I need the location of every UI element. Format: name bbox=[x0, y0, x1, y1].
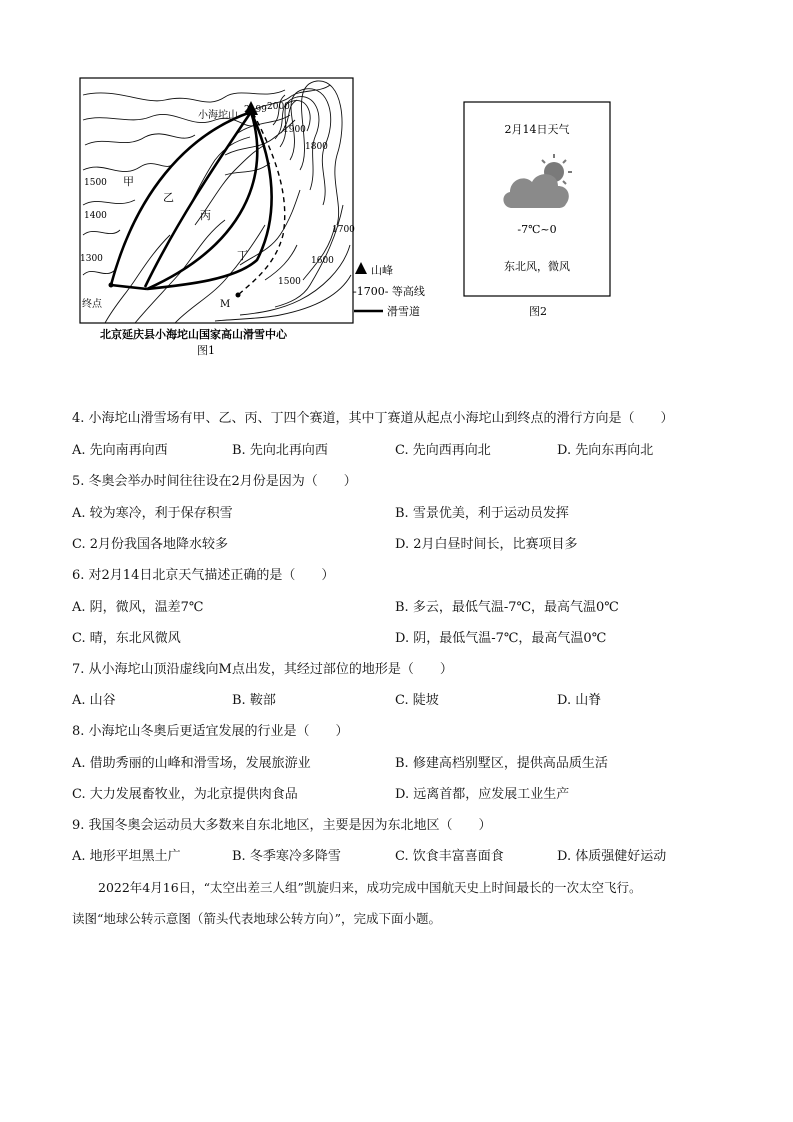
question-4-stem: 4. 小海坨山滑雪场有甲、乙、丙、丁四个赛道，其中丁赛道从起点小海坨山到终点的滑行方向是（ ） bbox=[72, 411, 674, 426]
legend-peak-label: 山峰 bbox=[371, 264, 393, 277]
contour-line bbox=[303, 225, 335, 280]
contour-label-1800: 1800 bbox=[305, 142, 328, 152]
route-label-yi: 乙 bbox=[163, 191, 174, 204]
question-8-option-b[interactable]: B. 修建高档别墅区，提供高品质生活 bbox=[395, 756, 608, 771]
figure-1-contour-map bbox=[75, 75, 455, 375]
question-4-option-c[interactable]: C. 先向西再向北 bbox=[395, 443, 491, 458]
passage-line-2: 读图“地球公转示意图（箭头代表地球公转方向）”，完成下面小题。 bbox=[72, 911, 442, 926]
question-5-stem: 5. 冬奥会举办时间往往设在2月份是因为（ ） bbox=[72, 474, 357, 489]
route-label-ding: 丁 bbox=[237, 249, 248, 262]
question-6-stem: 6. 对2月14日北京天气描述正确的是（ ） bbox=[72, 568, 335, 583]
figure-2-number: 图2 bbox=[529, 305, 547, 318]
question-4-option-a[interactable]: A. 先向南再向西 bbox=[72, 443, 168, 458]
contour-line bbox=[300, 81, 342, 225]
legend-peak-icon bbox=[355, 262, 367, 274]
question-9-stem: 9. 我国冬奥会运动员大多数来自东北地区，主要是因为东北地区（ ） bbox=[72, 818, 492, 833]
question-9-option-d[interactable]: D. 体质强健好运动 bbox=[557, 849, 667, 864]
contour-label-1600: 1600 bbox=[311, 256, 334, 266]
legend-contour-label: -1700- 等高线 bbox=[353, 285, 425, 298]
weather-wind: 东北风，微风 bbox=[504, 260, 570, 273]
question-6-option-c[interactable]: C. 晴，东北风微风 bbox=[72, 631, 181, 646]
contour-label-1300: 1300 bbox=[80, 254, 103, 264]
contour-label-1700: 1700 bbox=[332, 225, 355, 235]
question-6-option-b[interactable]: B. 多云，最低气温-7℃，最高气温0℃ bbox=[395, 600, 619, 615]
contour-line bbox=[185, 137, 250, 215]
question-8-option-c[interactable]: C. 大力发展畜牧业，为北京提供肉食品 bbox=[72, 787, 298, 802]
contour-line bbox=[83, 230, 120, 235]
question-8-stem: 8. 小海坨山冬奥后更适宜发展的行业是（ ） bbox=[72, 724, 349, 739]
question-4-option-d[interactable]: D. 先向东再向北 bbox=[557, 443, 654, 458]
question-7-stem: 7. 从小海坨山顶沿虚线向M点出发，其经过部位的地形是（ ） bbox=[72, 662, 453, 677]
passage-line-1: 2022年4月16日，“太空出差三人组”凯旋归来，成功完成中国航天史上时间最长的一次太空飞行。 bbox=[98, 880, 642, 895]
question-4-option-b[interactable]: B. 先向北再向西 bbox=[232, 443, 328, 458]
question-7-option-b[interactable]: B. 鞍部 bbox=[232, 693, 276, 708]
question-5-option-a[interactable]: A. 较为寒冷，利于保存积雪 bbox=[72, 506, 233, 521]
weather-title: 2月14日天气 bbox=[504, 123, 570, 136]
question-7-option-a[interactable]: A. 山谷 bbox=[72, 693, 116, 708]
contour-line bbox=[83, 163, 175, 172]
legend-ski-label: 滑雪道 bbox=[387, 305, 420, 318]
ski-runs bbox=[111, 112, 272, 289]
question-5-option-d[interactable]: D. 2月白昼时间长，比赛项目多 bbox=[395, 537, 578, 552]
peak-label: 小海坨山 bbox=[198, 110, 238, 121]
m-point-label: M bbox=[220, 299, 231, 310]
question-6-option-d[interactable]: D. 阴，最低气温-7℃，最高气温0℃ bbox=[395, 631, 607, 646]
end-point-marker bbox=[109, 283, 114, 288]
question-9-option-a[interactable]: A. 地形平坦黑土广 bbox=[72, 849, 181, 864]
contour-line bbox=[85, 134, 195, 145]
contour-label-2000: 2000 bbox=[267, 102, 290, 112]
question-9-option-b[interactable]: B. 冬季寒冷多降雪 bbox=[232, 849, 341, 864]
peak-elevation: 2199 bbox=[244, 105, 267, 115]
question-8-option-a[interactable]: A. 借助秀丽的山峰和滑雪场，发展旅游业 bbox=[72, 756, 311, 771]
m-point-marker bbox=[236, 293, 241, 298]
figure-1-number: 图1 bbox=[197, 344, 215, 357]
weather-temperature: -7℃~0 bbox=[517, 223, 557, 236]
contour-line bbox=[83, 200, 135, 205]
contour-line bbox=[83, 270, 115, 275]
contour-line bbox=[105, 235, 170, 323]
figure-1-caption: 北京延庆县小海坨山国家高山滑雪中心 bbox=[100, 328, 287, 341]
question-7-option-c[interactable]: C. 陡坡 bbox=[395, 693, 439, 708]
contour-label-1900: 1900 bbox=[283, 125, 306, 135]
question-9-option-c[interactable]: C. 饮食丰富喜面食 bbox=[395, 849, 504, 864]
contour-label-1500-right: 1500 bbox=[278, 277, 301, 287]
end-point-label: 终点 bbox=[82, 299, 102, 310]
question-6-option-a[interactable]: A. 阴，微风，温差7℃ bbox=[72, 600, 204, 615]
contour-line bbox=[240, 190, 300, 265]
contour-label-1500-left: 1500 bbox=[84, 178, 107, 188]
route-label-jia: 甲 bbox=[123, 175, 134, 188]
contour-label-1400: 1400 bbox=[84, 211, 107, 221]
contour-line bbox=[265, 245, 297, 280]
question-8-option-d[interactable]: D. 远离首都，应发展工业生产 bbox=[395, 787, 570, 802]
question-5-option-c[interactable]: C. 2月份我国各地降水较多 bbox=[72, 537, 229, 552]
route-label-bing: 丙 bbox=[200, 209, 211, 222]
figure-2-weather-card bbox=[462, 100, 612, 325]
question-5-option-b[interactable]: B. 雪景优美，利于运动员发挥 bbox=[395, 506, 569, 521]
contour-line bbox=[83, 90, 285, 102]
question-7-option-d[interactable]: D. 山脊 bbox=[557, 693, 602, 708]
